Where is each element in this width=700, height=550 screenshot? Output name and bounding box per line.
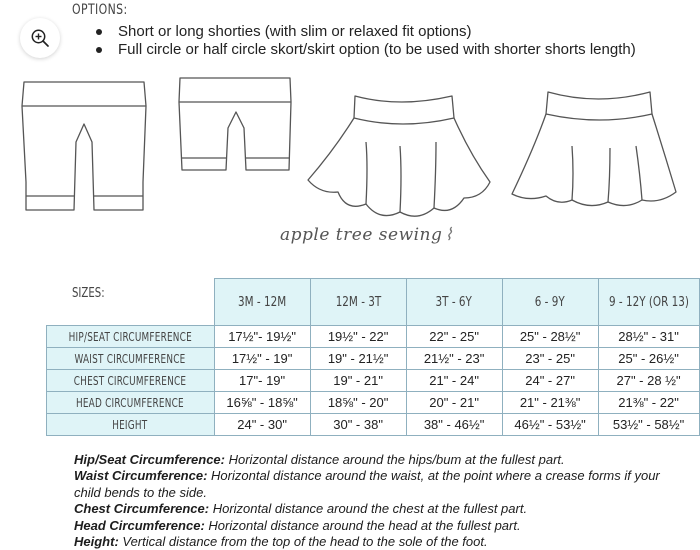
definition-item [74,452,684,468]
table-cell: 24" - 27" [502,370,598,392]
table-cell: 21⅜" - 22" [598,392,699,414]
table-cell: 22" - 25" [406,326,502,348]
table-row [47,348,700,370]
definition-text: Horizontal distance around the hips/bum at the fullest part. [225,452,565,467]
table-cell: 25" - 26½" [598,348,699,370]
table-cell: 25" - 28½" [502,326,598,348]
definition-term: Head Circumference: [74,517,205,533]
brand-logo-text: apple tree sewing [280,225,443,245]
table-cell: 23" - 25" [502,348,598,370]
size-column-header: 3T - 6Y [406,279,502,326]
table-cell: 30" - 38" [310,414,406,436]
size-column-header: 12M - 3T [310,279,406,326]
definition-term: Height: [74,534,119,550]
definition-item [74,468,684,501]
half-circle-skirt-illustration [512,92,676,206]
options-list [96,23,636,59]
table-cell: 21½" - 23" [406,348,502,370]
table-corner [47,279,215,326]
table-cell: 19" - 21½" [310,348,406,370]
row-header: WAIST CIRCUMFERENCE [47,348,215,370]
row-header: HEIGHT [47,414,215,436]
table-header-row [47,279,700,326]
table-cell: 20" - 21" [406,392,502,414]
table-cell: 21" - 24" [406,370,502,392]
definition-text: Horizontal distance around the waist, at the point where a crease forms if your child bends to the side. [74,468,660,500]
options-title: OPTIONS: [72,2,128,18]
option-item: Short or long shorties (with slim or relaxed fit options) [96,23,636,41]
size-column-header: 9 - 12Y (OR 13) [598,279,699,326]
table-cell: 24" - 30" [214,414,310,436]
definition-term: Hip/Seat Circumference: [74,452,225,467]
row-header: HEAD CIRCUMFERENCE [47,392,215,414]
table-cell: 17"- 19" [214,370,310,392]
table-row [47,414,700,436]
table-row [47,392,700,414]
definition-text: Horizontal distance around the chest at the fullest part. [209,501,528,517]
table-cell: 19" - 21" [310,370,406,392]
definition-text: Horizontal distance around the head at the fullest part. [204,517,521,533]
table-cell: 38" - 46½" [406,414,502,436]
table-cell: 28½" - 31" [598,326,699,348]
definition-item [74,534,684,550]
logo-swash-icon: ⌇ [444,225,454,245]
definition-text: Vertical distance from the top of the head to the sole of the foot. [118,534,488,550]
table-cell: 53½" - 58½" [598,414,699,436]
full-circle-skirt-illustration [308,96,490,216]
definitions [74,452,684,550]
table-cell: 18⅝" - 20" [310,392,406,414]
row-header: HIP/SEAT CIRCUMFERENCE [47,326,215,348]
garment-illustrations [0,62,700,232]
size-column-header: 3M - 12M [214,279,310,326]
table-cell: 17½"- 19½" [214,326,310,348]
table-cell: 21" - 21⅜" [502,392,598,414]
table-row [47,370,700,392]
long-shorts-illustration [22,82,146,210]
short-shorts-illustration [179,78,291,170]
definition-item [74,501,684,517]
table-cell: 27" - 28 ½" [598,370,699,392]
definition-term: Waist Circumference: [74,468,208,484]
size-column-header: 6 - 9Y [502,279,598,326]
row-header: CHEST CIRCUMFERENCE [47,370,215,392]
definition-item [74,518,684,534]
table-cell: 16⅝" - 18⅝" [214,392,310,414]
table-cell: 17½" - 19" [214,348,310,370]
table-cell: 46½" - 53½" [502,414,598,436]
zoom-button[interactable] [20,18,60,58]
table-row [47,326,700,348]
option-item: Full circle or half circle skort/skirt option (to be used with shorter shorts length) [96,41,636,59]
table-cell: 19½" - 22" [310,326,406,348]
zoom-in-icon [30,28,50,48]
size-chart-table [46,278,700,436]
definition-term: Chest Circumference: [74,501,210,517]
brand-logo [280,225,453,245]
sizes-label: SIZES: [72,286,105,301]
